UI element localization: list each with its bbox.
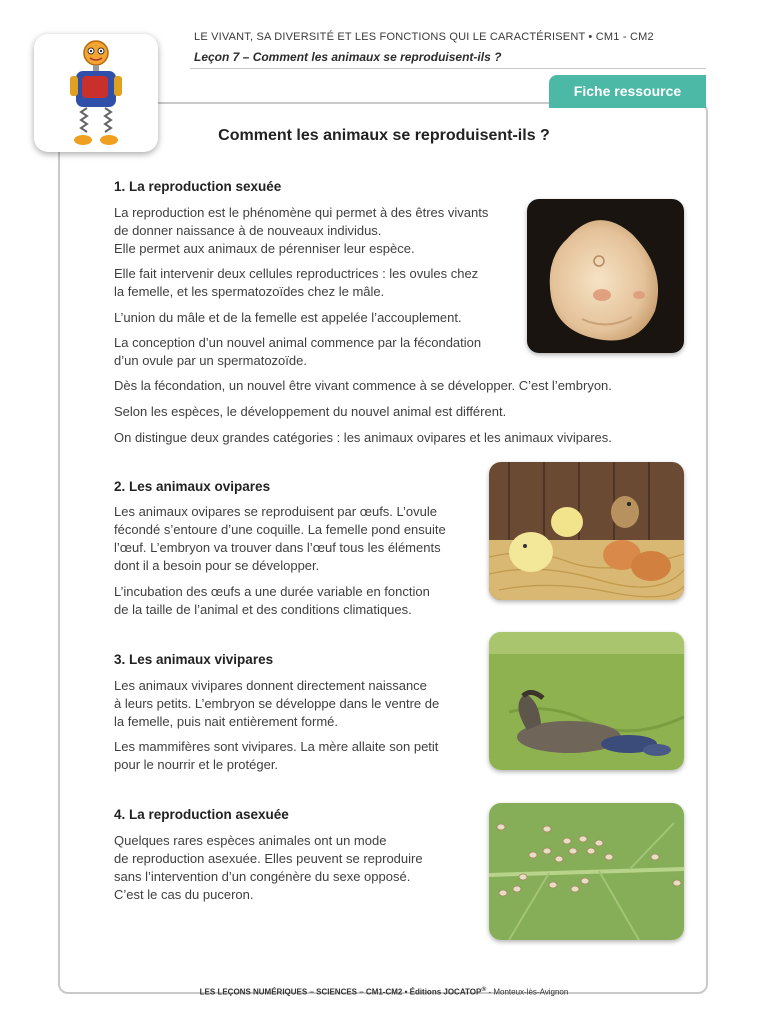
chicks-photo: [489, 462, 684, 600]
page-footer: [0, 986, 768, 997]
paragraph: La conception d’un nouvel animal commence par la fécondation d’un ovule par un spermatozoïde.: [114, 335, 482, 368]
paragraph: Les animaux vivipares donnent directement naissance à leurs petits. L’embryon se développe dans le ventre de la femelle, puis nait entièrement formé.: [114, 678, 440, 729]
header-divider: [190, 68, 706, 69]
resource-sheet-tag: Fiche ressource: [549, 75, 706, 108]
paragraph: Quelques rares espèces animales ont un mode de reproduction asexuée. Elles peuvent se reproduire sans l’intervention d’un congénère du sexe opposé. C’est le cas du puceron.: [114, 833, 423, 902]
section-heading-asexual-reproduction: 4. La reproduction asexuée: [114, 807, 289, 822]
foal-photo: [489, 632, 684, 770]
paragraph: Selon les espèces, le développement du nouvel animal est différent.: [114, 404, 507, 419]
aphids-photo: [489, 803, 684, 940]
paragraph: La reproduction est le phénomène qui permet à des êtres vivants de donner naissance à de nouveaux individus. Elle permet aux animaux de pérenniser leur espèce.: [114, 205, 489, 256]
embryo-photo: [527, 199, 684, 353]
section-heading-sexual-reproduction: 1. La reproduction sexuée: [114, 179, 282, 194]
section-heading-oviparous: 2. Les animaux ovipares: [114, 479, 271, 494]
paragraph: L’incubation des œufs a une durée variable en fonction de la taille de l’animal et des conditions climatiques.: [114, 584, 430, 617]
page-title: Comment les animaux se reproduisent-ils ?: [218, 127, 550, 144]
section-heading-viviparous: 3. Les animaux vivipares: [114, 652, 274, 667]
paragraph: Elle fait intervenir deux cellules reproductrices : les ovules chez la femelle, et les spermatozoïdes chez le mâle.: [114, 266, 479, 299]
footer-location: - Monteux-lès-Avignon: [486, 987, 569, 997]
paragraph: On distingue deux grandes catégories : les animaux ovipares et les animaux vivipares.: [114, 430, 612, 445]
paragraph: Dès la fécondation, un nouvel être vivant commence à se développer. C’est l’embryon.: [114, 378, 612, 393]
header-lesson-title: Leçon 7 – Comment les animaux se reproduisent-ils ?: [194, 50, 502, 64]
header-subject-line: LE VIVANT, SA DIVERSITÉ ET LES FONCTIONS QUI LE CARACTÉRISENT • CM1 - CM2: [194, 31, 654, 43]
paragraph: L’union du mâle et de la femelle est appelée l’accouplement.: [114, 310, 462, 325]
paragraph: Les mammifères sont vivipares. La mère allaite son petit pour le nourrir et le protéger.: [114, 739, 439, 772]
footer-registered-mark: ®: [481, 986, 487, 993]
footer-publisher: LES LEÇONS NUMÉRIQUES – SCIENCES – CM1-CM2 • Éditions JOCATOP: [199, 987, 482, 997]
paragraph: Les animaux ovipares se reproduisent par œufs. L’ovule fécondé s’entoure d’une coquille. La femelle pond ensuite l’œuf. L’embryon va trouver dans l’œuf tous les éléments dont il a besoin pour se développer.: [114, 504, 446, 573]
